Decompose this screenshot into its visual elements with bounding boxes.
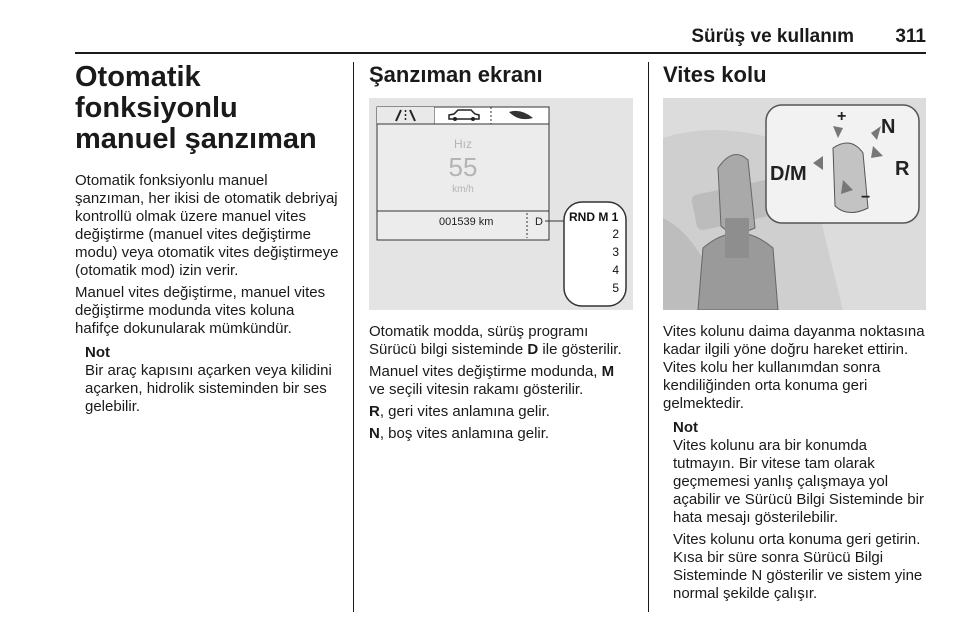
selector-lever-figure	[663, 98, 926, 310]
note-text: Bir araç kapısını açarken veya kilidini açarken, hidrolik sisteminden bir ses gelebilir.	[85, 362, 332, 415]
note-text: Vites kolunu orta konuma geri getirin. Kısa bir süre sonra Sürücü Bilgi Sisteminde N gösterilir ve sistem yine normal şekilde çalışır.	[673, 531, 923, 602]
page-header	[75, 26, 926, 50]
gear-indicator-d: D	[535, 216, 543, 228]
gear-rndm: RND M 1	[569, 210, 619, 224]
speed-label: Hız	[454, 137, 472, 151]
label-dm: D/M	[770, 163, 807, 185]
paragraph: Manuel vites değiştirme modunda, M ve seçili vitesin rakamı gösterilir.	[369, 363, 615, 398]
note-box	[673, 419, 926, 603]
transmission-display-figure	[369, 98, 633, 310]
gear-number: 3	[612, 245, 619, 259]
label-n: N	[881, 116, 896, 138]
column-divider	[353, 62, 354, 612]
paragraph: R, geri vites anlamına gelir.	[369, 403, 550, 420]
note-title: Not	[673, 419, 698, 436]
label-plus: +	[837, 108, 847, 125]
label-minus: −	[861, 189, 871, 206]
paragraph: Otomatik fonksiyonlu manuel şanzıman, her ikisi de otomatik debriyaj kontrollü olmak üzere manuel vites değiştirme (manuel vites değiştirme modu) veya otomatik vites değiştirmeye (otomatik mod) izin verir.	[75, 172, 339, 279]
header-rule	[75, 52, 926, 54]
note-title: Not	[85, 344, 110, 361]
paragraph: Vites kolunu daima dayanma noktasına kadar ilgili yöne doğru hareket ettirin. Vites kolu her kullanımdan sonra kendiliğinden orta konuma geri gelmektedir.	[663, 323, 925, 412]
paragraph: N, boş vites anlamına gelir.	[369, 425, 550, 442]
column-divider	[648, 62, 649, 612]
note-text: Vites kolunu ara bir konumda tutmayın. Bir vitese tam olarak geçmemesi yanlış çalışmaya yol açabilir ve Sürücü Bilgi Sisteminde bir hata mesajı gösterilebilir.	[673, 437, 924, 526]
page-number: 311	[895, 26, 926, 47]
column-3	[663, 62, 926, 607]
column-2	[369, 62, 633, 447]
gear-number: 5	[612, 281, 619, 295]
speed-unit: km/h	[452, 184, 474, 195]
paragraph: Manuel vites değiştirme, manuel vites değiştirme modunda vites koluna hafifçe dokunularak mümkündür.	[75, 284, 326, 337]
header-title: Sürüş ve kullanım	[691, 26, 854, 47]
gear-number: 4	[612, 263, 619, 277]
column-1	[75, 62, 340, 420]
section-heading: Vites kolu	[663, 62, 767, 87]
odometer: 001539 km	[439, 216, 494, 228]
gear-number: 2	[612, 227, 619, 241]
note-box	[85, 344, 340, 416]
speed-value: 55	[448, 152, 478, 182]
paragraph: Otomatik modda, sürüş programı Sürücü bilgi sisteminde D ile gösterilir.	[369, 323, 622, 358]
section-heading: Şanzıman ekranı	[369, 62, 543, 87]
label-r: R	[895, 158, 910, 180]
section-heading: Otomatik fonksiyonlu manuel şanzıman	[75, 61, 317, 155]
